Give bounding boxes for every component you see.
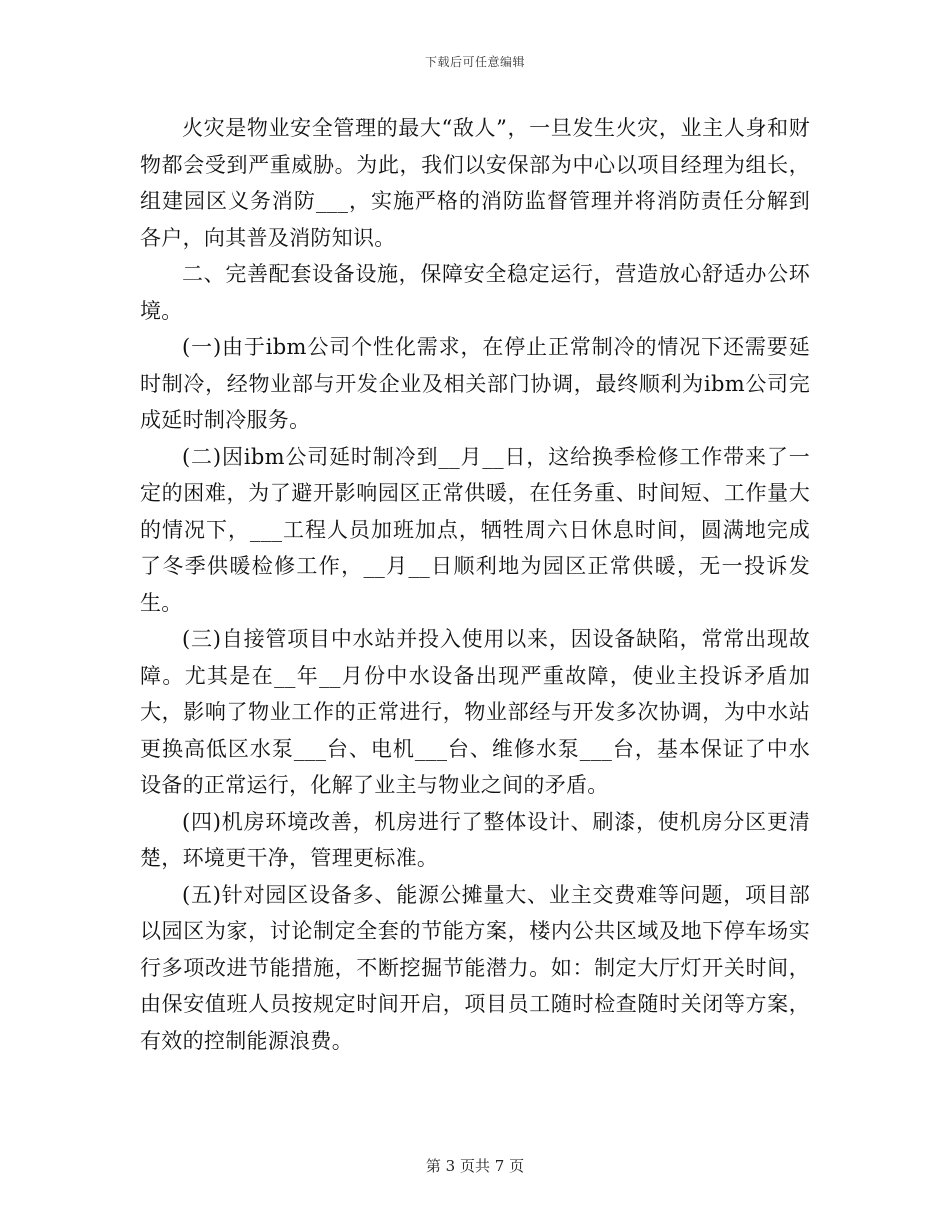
paragraph-item-three: (三)自接管项目中水站并投入使用以来，因设备缺陷，常常出现故障。尤其是在__年__月份中水设备出现严重故障，使业主投诉矛盾加大，影响了物业工作的正常进行，物业部经与开发多次协调，为中水站更换高低区水泵___台、电机___台、维修水泵___台，基本保证了中水设备的正常运行，化解了业主与物业之间的矛盾。 <box>140 627 810 797</box>
page-header: 下载后可任意编辑 <box>424 55 525 69</box>
paragraph-item-one: (一)由于ibm公司个性化需求，在停止正常制冷的情况下还需要延时制冷，经物业部与开发企业及相关部门协调，最终顺利为ibm公司完成延时制冷服务。 <box>140 335 810 432</box>
document-body <box>140 110 810 1059</box>
paragraph-item-five: (五)针对园区设备多、能源公摊量大、业主交费难等问题，项目部以园区为家，讨论制定全套的节能方案，楼内公共区域及地下停车场实行多项改进节能措施，不断挖掘节能潜力。如：制定大厅灯开关时间，由保安值班人员按规定时间开启，项目员工随时检查随时关闭等方案，有效的控制能源浪费。 <box>140 882 810 1053</box>
paragraph-section-two-heading: 二、完善配套设备设施，保障安全稳定运行，营造放心舒适办公环境。 <box>140 262 810 323</box>
page-number: 第 3 页共 7 页 <box>425 1157 525 1175</box>
paragraph-item-four: (四)机房环境改善，机房进行了整体设计、刷漆，使机房分区更清楚，环境更干净，管理更标准。 <box>140 809 810 870</box>
paragraph-fire-safety: 火灾是物业安全管理的最大“敌人”，一旦发生火灾，业主人身和财物都会受到严重威胁。为此，我们以安保部为中心以项目经理为组长，组建园区义务消防___，实施严格的消防监督管理并将消防责任分解到各户，向其普及消防知识。 <box>140 116 810 250</box>
paragraph-item-two: (二)因ibm公司延时制冷到__月__日，这给换季检修工作带来了一定的困难，为了避开影响园区正常供暖，在任务重、时间短、工作量大的情况下，___工程人员加班加点，牺牲周六日休息时间，圆满地完成了冬季供暖检修工作，__月__日顺利地为园区正常供暖，无一投诉发生。 <box>140 444 810 615</box>
